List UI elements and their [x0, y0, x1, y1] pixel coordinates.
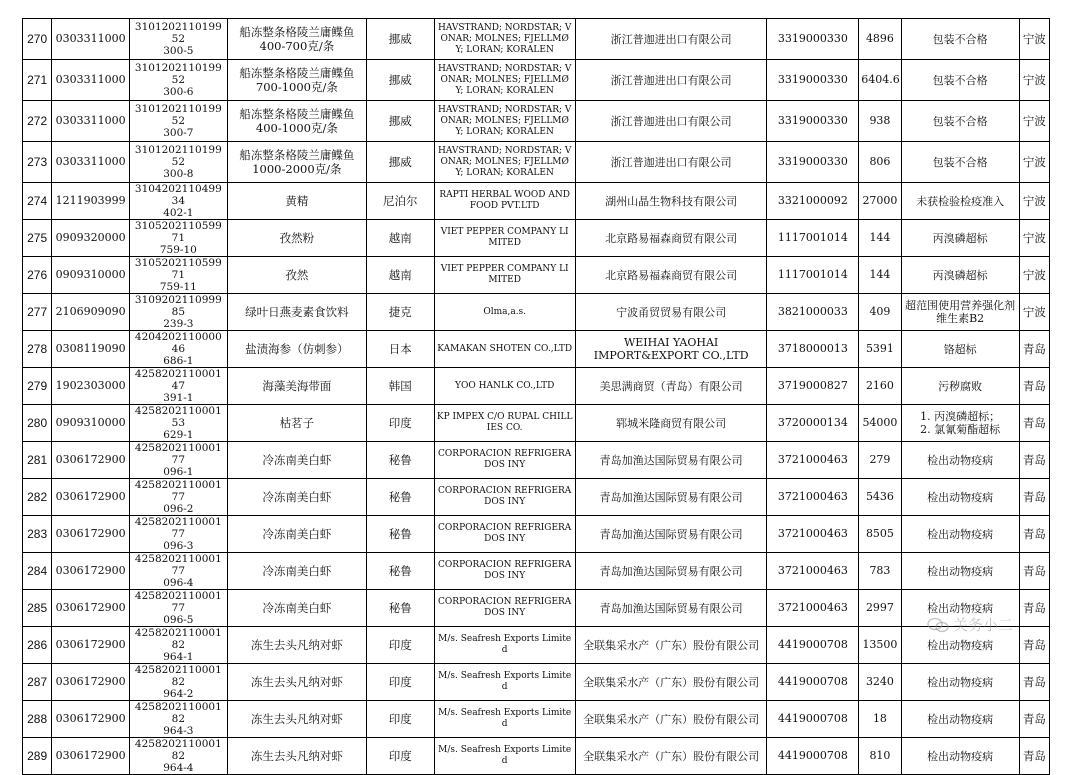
product-name-cell: 船冻整条格陵兰庸鲽鱼 400-1000克/条	[227, 101, 366, 142]
table-row	[23, 368, 1050, 405]
origin-country-cell: 挪威	[366, 19, 434, 60]
importer-cell: 青岛加渔达国际贸易有限公司	[575, 516, 767, 553]
manufacturer-cell: CORPORACION REFRIGERADOS INY	[434, 516, 575, 553]
rejection-reason-cell: 铬超标	[901, 331, 1019, 368]
port-cell: 青岛	[1019, 738, 1049, 775]
rejected-imports-table	[22, 18, 1050, 775]
rejection-reason-cell: 丙溴磷超标	[901, 220, 1019, 257]
declaration-number-cell: 425820211000177 096-1	[129, 442, 227, 479]
port-cell: 宁波	[1019, 60, 1049, 101]
rejection-reason-cell: 检出动物疫病	[901, 738, 1019, 775]
table-row	[23, 664, 1050, 701]
rejection-reason-cell: 超范围使用营养强化剂维生素B2	[901, 294, 1019, 331]
weight-cell: 144	[859, 220, 901, 257]
declaration-number-cell: 310920211099985 239-3	[129, 294, 227, 331]
rejection-reason-cell: 检出动物疫病	[901, 664, 1019, 701]
enterprise-code-cell: 1117001014	[767, 257, 859, 294]
wechat-icon	[927, 617, 949, 633]
importer-cell: 北京路易福森商贸有限公司	[575, 257, 767, 294]
table-row	[23, 60, 1050, 101]
table-row	[23, 294, 1050, 331]
port-cell: 青岛	[1019, 516, 1049, 553]
port-cell: 青岛	[1019, 479, 1049, 516]
weight-cell: 18	[859, 701, 901, 738]
origin-country-cell: 日本	[366, 331, 434, 368]
weight-cell: 4896	[859, 19, 901, 60]
declaration-number-cell: 425820211000177 096-2	[129, 479, 227, 516]
importer-cell: 青岛加渔达国际贸易有限公司	[575, 553, 767, 590]
product-name-cell: 冻生去头凡纳对虾	[227, 701, 366, 738]
hs-code-cell: 0306172900	[52, 442, 130, 479]
rejection-reason-cell: 检出动物疫病	[901, 479, 1019, 516]
enterprise-code-cell: 3721000463	[767, 590, 859, 627]
hs-code-cell: 1211903999	[52, 183, 130, 220]
table-row	[23, 142, 1050, 183]
port-cell: 青岛	[1019, 331, 1049, 368]
origin-country-cell: 秘鲁	[366, 479, 434, 516]
product-name-cell: 冻生去头凡纳对虾	[227, 627, 366, 664]
row-number-cell: 288	[23, 701, 52, 738]
importer-cell: 全联集采水产（广东）股份有限公司	[575, 738, 767, 775]
port-cell: 青岛	[1019, 664, 1049, 701]
manufacturer-cell: RAPTI HERBAL WOOD AND FOOD PVT.LTD	[434, 183, 575, 220]
rejection-reason-cell: 检出动物疫病	[901, 553, 1019, 590]
enterprise-code-cell: 3721000463	[767, 553, 859, 590]
enterprise-code-cell: 3319000330	[767, 60, 859, 101]
weight-cell: 2160	[859, 368, 901, 405]
importer-cell: 郓城米隆商贸有限公司	[575, 405, 767, 442]
table-row	[23, 553, 1050, 590]
enterprise-code-cell: 3721000463	[767, 479, 859, 516]
port-cell: 宁波	[1019, 101, 1049, 142]
declaration-number-cell: 425820211000182 964-1	[129, 627, 227, 664]
table-row	[23, 590, 1050, 627]
row-number-cell: 279	[23, 368, 52, 405]
rejection-reason-cell: 包装不合格	[901, 60, 1019, 101]
rejection-reason-cell: 包装不合格	[901, 101, 1019, 142]
hs-code-cell: 0306172900	[52, 664, 130, 701]
rejection-reason-cell: 检出动物疫病	[901, 590, 1019, 627]
weight-cell: 783	[859, 553, 901, 590]
hs-code-cell: 0306172900	[52, 553, 130, 590]
port-cell: 宁波	[1019, 257, 1049, 294]
importer-cell: 青岛加渔达国际贸易有限公司	[575, 442, 767, 479]
manufacturer-cell: VIET PEPPER COMPANY LIMITED	[434, 257, 575, 294]
product-name-cell: 枯茗子	[227, 405, 366, 442]
table-row	[23, 331, 1050, 368]
table-row	[23, 101, 1050, 142]
table-row	[23, 257, 1050, 294]
origin-country-cell: 尼泊尔	[366, 183, 434, 220]
importer-cell: 宁波甬贸贸易有限公司	[575, 294, 767, 331]
importer-cell: 浙江普迦进出口有限公司	[575, 142, 767, 183]
product-name-cell: 冻生去头凡纳对虾	[227, 738, 366, 775]
origin-country-cell: 印度	[366, 405, 434, 442]
hs-code-cell: 0306172900	[52, 701, 130, 738]
hs-code-cell: 0303311000	[52, 60, 130, 101]
declaration-number-cell: 420420211000046 686-1	[129, 331, 227, 368]
declaration-number-cell: 425820211000182 964-3	[129, 701, 227, 738]
origin-country-cell: 秘鲁	[366, 590, 434, 627]
importer-cell: 青岛加渔达国际贸易有限公司	[575, 479, 767, 516]
importer-cell: 湖州山晶生物科技有限公司	[575, 183, 767, 220]
manufacturer-cell: HAVSTRAND; NORDSTAR; VONAR; MOLNES; FJELLMØY; LORAN; KORALEN	[434, 142, 575, 183]
manufacturer-cell: VIET PEPPER COMPANY LIMITED	[434, 220, 575, 257]
product-name-cell: 盐渍海参（仿刺参）	[227, 331, 366, 368]
table-row	[23, 738, 1050, 775]
manufacturer-cell: M/s. Seafresh Exports Limited	[434, 701, 575, 738]
row-number-cell: 270	[23, 19, 52, 60]
weight-cell: 3240	[859, 664, 901, 701]
row-number-cell: 273	[23, 142, 52, 183]
declaration-number-cell: 310120211019952 300-8	[129, 142, 227, 183]
manufacturer-cell: CORPORACION REFRIGERADOS INY	[434, 590, 575, 627]
origin-country-cell: 秘鲁	[366, 553, 434, 590]
product-name-cell: 船冻整条格陵兰庸鲽鱼 700-1000克/条	[227, 60, 366, 101]
product-name-cell: 孜然粉	[227, 220, 366, 257]
port-cell: 宁波	[1019, 19, 1049, 60]
rejection-reason-cell: 检出动物疫病	[901, 442, 1019, 479]
manufacturer-cell: CORPORACION REFRIGERADOS INY	[434, 442, 575, 479]
document-page	[22, 18, 1050, 775]
weight-cell: 54000	[859, 405, 901, 442]
enterprise-code-cell: 1117001014	[767, 220, 859, 257]
importer-cell: 浙江普迦进出口有限公司	[575, 19, 767, 60]
product-name-cell: 海藻美海带面	[227, 368, 366, 405]
declaration-number-cell: 425820211000177 096-3	[129, 516, 227, 553]
manufacturer-cell: CORPORACION REFRIGERADOS INY	[434, 479, 575, 516]
port-cell: 宁波	[1019, 183, 1049, 220]
declaration-number-cell: 310120211019952 300-7	[129, 101, 227, 142]
weight-cell: 6404.6	[859, 60, 901, 101]
port-cell: 青岛	[1019, 701, 1049, 738]
importer-cell: 全联集采水产（广东）股份有限公司	[575, 664, 767, 701]
weight-cell: 810	[859, 738, 901, 775]
table-row	[23, 701, 1050, 738]
enterprise-code-cell: 3319000330	[767, 19, 859, 60]
port-cell: 宁波	[1019, 220, 1049, 257]
weight-cell: 2997	[859, 590, 901, 627]
product-name-cell: 冷冻南美白虾	[227, 590, 366, 627]
importer-cell: 全联集采水产（广东）股份有限公司	[575, 627, 767, 664]
watermark	[927, 614, 1013, 635]
weight-cell: 144	[859, 257, 901, 294]
enterprise-code-cell: 3319000330	[767, 142, 859, 183]
table-row	[23, 479, 1050, 516]
importer-cell: 浙江普迦进出口有限公司	[575, 60, 767, 101]
row-number-cell: 285	[23, 590, 52, 627]
origin-country-cell: 印度	[366, 664, 434, 701]
rejection-reason-cell: 污秽腐败	[901, 368, 1019, 405]
origin-country-cell: 秘鲁	[366, 442, 434, 479]
manufacturer-cell: KAMAKAN SHOTEN CO.,LTD	[434, 331, 575, 368]
row-number-cell: 275	[23, 220, 52, 257]
enterprise-code-cell: 3721000463	[767, 442, 859, 479]
rejection-reason-cell: 1. 丙溴磷超标； 2. 氯氰菊酯超标	[901, 405, 1019, 442]
importer-cell: 青岛加渔达国际贸易有限公司	[575, 590, 767, 627]
table-row	[23, 405, 1050, 442]
enterprise-code-cell: 4419000708	[767, 627, 859, 664]
weight-cell: 938	[859, 101, 901, 142]
origin-country-cell: 印度	[366, 627, 434, 664]
hs-code-cell: 0303311000	[52, 19, 130, 60]
table-row	[23, 220, 1050, 257]
weight-cell: 13500	[859, 627, 901, 664]
origin-country-cell: 挪威	[366, 60, 434, 101]
manufacturer-cell: Olma,a.s.	[434, 294, 575, 331]
row-number-cell: 277	[23, 294, 52, 331]
manufacturer-cell: M/s. Seafresh Exports Limited	[434, 664, 575, 701]
importer-cell: 全联集采水产（广东）股份有限公司	[575, 701, 767, 738]
declaration-number-cell: 425820211000177 096-4	[129, 553, 227, 590]
product-name-cell: 冷冻南美白虾	[227, 442, 366, 479]
declaration-number-cell: 310120211019952 300-5	[129, 19, 227, 60]
rejection-reason-cell: 包装不合格	[901, 142, 1019, 183]
watermark-text: 关务小二	[953, 616, 1014, 634]
importer-cell: 美思满商贸（青岛）有限公司	[575, 368, 767, 405]
enterprise-code-cell: 4419000708	[767, 738, 859, 775]
row-number-cell: 287	[23, 664, 52, 701]
origin-country-cell: 秘鲁	[366, 516, 434, 553]
product-name-cell: 冻生去头凡纳对虾	[227, 664, 366, 701]
row-number-cell: 274	[23, 183, 52, 220]
manufacturer-cell: HAVSTRAND; NORDSTAR; VONAR; MOLNES; FJELLMØY; LORAN; KORALEN	[434, 60, 575, 101]
hs-code-cell: 0909320000	[52, 220, 130, 257]
hs-code-cell: 0909310000	[52, 257, 130, 294]
origin-country-cell: 挪威	[366, 101, 434, 142]
product-name-cell: 冷冻南美白虾	[227, 516, 366, 553]
weight-cell: 8505	[859, 516, 901, 553]
weight-cell: 27000	[859, 183, 901, 220]
importer-cell: 北京路易福森商贸有限公司	[575, 220, 767, 257]
hs-code-cell: 2106909090	[52, 294, 130, 331]
rejection-reason-cell: 丙溴磷超标	[901, 257, 1019, 294]
product-name-cell: 冷冻南美白虾	[227, 479, 366, 516]
product-name-cell: 孜然	[227, 257, 366, 294]
hs-code-cell: 0303311000	[52, 101, 130, 142]
hs-code-cell: 1902303000	[52, 368, 130, 405]
rejection-reason-cell: 检出动物疫病	[901, 516, 1019, 553]
hs-code-cell: 0308119090	[52, 331, 130, 368]
enterprise-code-cell: 4419000708	[767, 701, 859, 738]
enterprise-code-cell: 4419000708	[767, 664, 859, 701]
origin-country-cell: 印度	[366, 701, 434, 738]
row-number-cell: 280	[23, 405, 52, 442]
product-name-cell: 绿叶日燕麦素食饮料	[227, 294, 366, 331]
enterprise-code-cell: 3719000827	[767, 368, 859, 405]
manufacturer-cell: YOO HANLK CO.,LTD	[434, 368, 575, 405]
hs-code-cell: 0909310000	[52, 405, 130, 442]
product-name-cell: 船冻整条格陵兰庸鲽鱼 400-700克/条	[227, 19, 366, 60]
manufacturer-cell: M/s. Seafresh Exports Limited	[434, 738, 575, 775]
declaration-number-cell: 310420211049934 402-1	[129, 183, 227, 220]
hs-code-cell: 0306172900	[52, 479, 130, 516]
importer-cell: WEIHAI YAOHAI IMPORT&EXPORT CO.,LTD	[575, 331, 767, 368]
row-number-cell: 276	[23, 257, 52, 294]
product-name-cell: 黄精	[227, 183, 366, 220]
rejection-reason-cell: 检出动物疫病	[901, 627, 1019, 664]
table-body	[23, 19, 1050, 775]
enterprise-code-cell: 3319000330	[767, 101, 859, 142]
table-row	[23, 627, 1050, 664]
row-number-cell: 282	[23, 479, 52, 516]
row-number-cell: 281	[23, 442, 52, 479]
enterprise-code-cell: 3821000033	[767, 294, 859, 331]
origin-country-cell: 捷克	[366, 294, 434, 331]
importer-cell: 浙江普迦进出口有限公司	[575, 101, 767, 142]
declaration-number-cell: 425820211000177 096-5	[129, 590, 227, 627]
manufacturer-cell: HAVSTRAND; NORDSTAR; VONAR; MOLNES; FJELLMØY; LORAN; KORALEN	[434, 101, 575, 142]
origin-country-cell: 挪威	[366, 142, 434, 183]
weight-cell: 409	[859, 294, 901, 331]
manufacturer-cell: CORPORACION REFRIGERADOS INY	[434, 553, 575, 590]
manufacturer-cell: HAVSTRAND; NORDSTAR; VONAR; MOLNES; FJELLMØY; LORAN; KORALEN	[434, 19, 575, 60]
manufacturer-cell: KP IMPEX C/O RUPAL CHILLIES CO.	[434, 405, 575, 442]
declaration-number-cell: 310520211059971 759-11	[129, 257, 227, 294]
port-cell: 青岛	[1019, 368, 1049, 405]
origin-country-cell: 印度	[366, 738, 434, 775]
origin-country-cell: 越南	[366, 220, 434, 257]
hs-code-cell: 0306172900	[52, 590, 130, 627]
port-cell: 宁波	[1019, 294, 1049, 331]
table-row	[23, 183, 1050, 220]
table-row	[23, 442, 1050, 479]
row-number-cell: 271	[23, 60, 52, 101]
table-row	[23, 516, 1050, 553]
row-number-cell: 286	[23, 627, 52, 664]
row-number-cell: 289	[23, 738, 52, 775]
port-cell: 青岛	[1019, 553, 1049, 590]
hs-code-cell: 0303311000	[52, 142, 130, 183]
port-cell: 青岛	[1019, 405, 1049, 442]
row-number-cell: 284	[23, 553, 52, 590]
product-name-cell: 船冻整条格陵兰庸鲽鱼 1000-2000克/条	[227, 142, 366, 183]
manufacturer-cell: M/s. Seafresh Exports Limited	[434, 627, 575, 664]
table-row	[23, 19, 1050, 60]
declaration-number-cell: 310120211019952 300-6	[129, 60, 227, 101]
enterprise-code-cell: 3718000013	[767, 331, 859, 368]
hs-code-cell: 0306172900	[52, 516, 130, 553]
declaration-number-cell: 425820211000147 391-1	[129, 368, 227, 405]
enterprise-code-cell: 3721000463	[767, 516, 859, 553]
port-cell: 青岛	[1019, 442, 1049, 479]
rejection-reason-cell: 未获检验检疫准入	[901, 183, 1019, 220]
declaration-number-cell: 310520211059971 759-10	[129, 220, 227, 257]
weight-cell: 806	[859, 142, 901, 183]
origin-country-cell: 韩国	[366, 368, 434, 405]
enterprise-code-cell: 3720000134	[767, 405, 859, 442]
hs-code-cell: 0306172900	[52, 627, 130, 664]
row-number-cell: 272	[23, 101, 52, 142]
weight-cell: 5391	[859, 331, 901, 368]
port-cell: 宁波	[1019, 142, 1049, 183]
declaration-number-cell: 425820211000182 964-2	[129, 664, 227, 701]
enterprise-code-cell: 3321000092	[767, 183, 859, 220]
rejection-reason-cell: 包装不合格	[901, 19, 1019, 60]
port-cell: 青岛	[1019, 590, 1049, 627]
origin-country-cell: 越南	[366, 257, 434, 294]
declaration-number-cell: 425820211000182 964-4	[129, 738, 227, 775]
row-number-cell: 283	[23, 516, 52, 553]
product-name-cell: 冷冻南美白虾	[227, 553, 366, 590]
row-number-cell: 278	[23, 331, 52, 368]
weight-cell: 5436	[859, 479, 901, 516]
weight-cell: 279	[859, 442, 901, 479]
hs-code-cell: 0306172900	[52, 738, 130, 775]
port-cell: 青岛	[1019, 627, 1049, 664]
declaration-number-cell: 425820211000153 629-1	[129, 405, 227, 442]
rejection-reason-cell: 检出动物疫病	[901, 701, 1019, 738]
